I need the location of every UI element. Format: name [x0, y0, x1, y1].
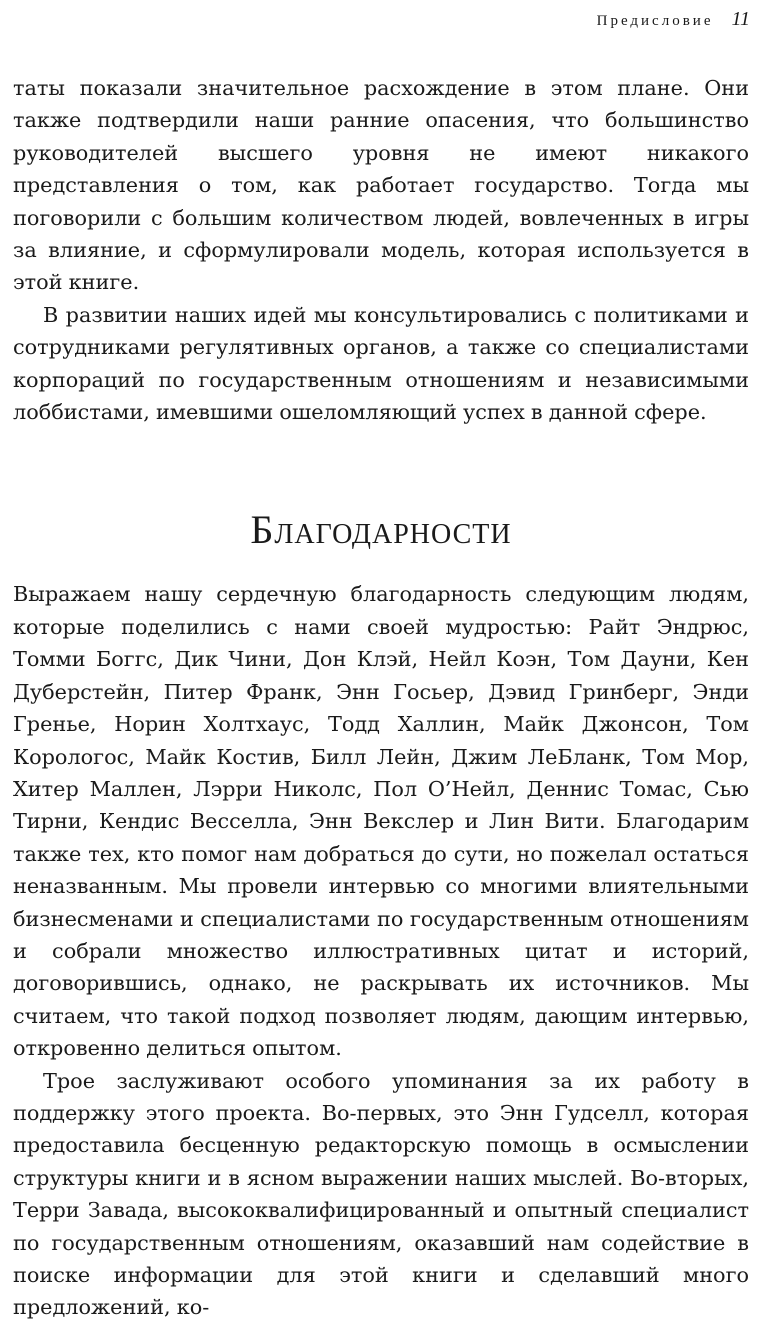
paragraph: таты показали значительное расхождение в этом плане. Они также подтвердили наши ранние опасения, что большинство руководителей высшего уровня не имеют никакого представления о том, как работает государство. Тогда мы поговорили с большим количеством людей, вовлеченных в игры за влияние, и сформулировали модель, которая используется в этой книге. [13, 76, 749, 295]
page-number: 11 [731, 8, 750, 30]
running-header [597, 8, 750, 31]
paragraph: Трое заслуживают особого упоминания за их работу в поддержку этого проекта. Во-первых, это Энн Гудселл, которая предоставила бесценную редакторскую помощь в осмыслении структуры книги и в ясном выражении наших мыслей. Во-вторых, Терри Завада, высококвалифицированный и опытный специалист по государственным отношениям, оказавший нам содействие в поиске информации для этой книги и сделавший много предложений, ко- [13, 1068, 749, 1320]
paragraph: В развитии наших идей мы консультировались с политиками и сотрудниками регулятивных органов, а также со специалистами корпораций по государственным отношениям и независимыми лоббистами, имевшими ошеломляющий успех в данной сфере. [13, 302, 749, 425]
page-body [13, 72, 749, 1324]
section-heading: Благодарности [250, 507, 512, 553]
running-title: Предисловие [596, 13, 714, 29]
paragraph: Выражаем нашу сердечную благодарность следующим людям, которые поделились с нами своей мудростью: Райт Эндрюс, Томми Боггс, Дик Чини, Дон Клэй, Нейл Коэн, Том Дауни, Кен Дуберстейн, Питер Франк, Энн Госьер, Дэвид Гринберг, Энди Гренье, Норин Холтхаус, Тодд Халлин, Майк Джонсон, Том Корологос, Майк Костив, Билл Лейн, Джим ЛеБланк, Том Мор, Хитер Маллен, Лэрри Николс, Пол О’Нейл, Деннис Томас, Сью Тирни, Кендис Весселла, Энн Векслер и Лин Вити. Благодарим также тех, кто помог нам добраться до сути, но пожелал остаться неназванным. Мы провели интервью со многими влиятельными бизнесменами и специалистами по государственным отношениям и собрали множество иллюстративных цитат и историй, договорившись, однако, не раскрывать их источников. Мы считаем, что такой подход позволяет людям, дающим интервью, откровенно делиться опытом. [13, 582, 749, 1061]
